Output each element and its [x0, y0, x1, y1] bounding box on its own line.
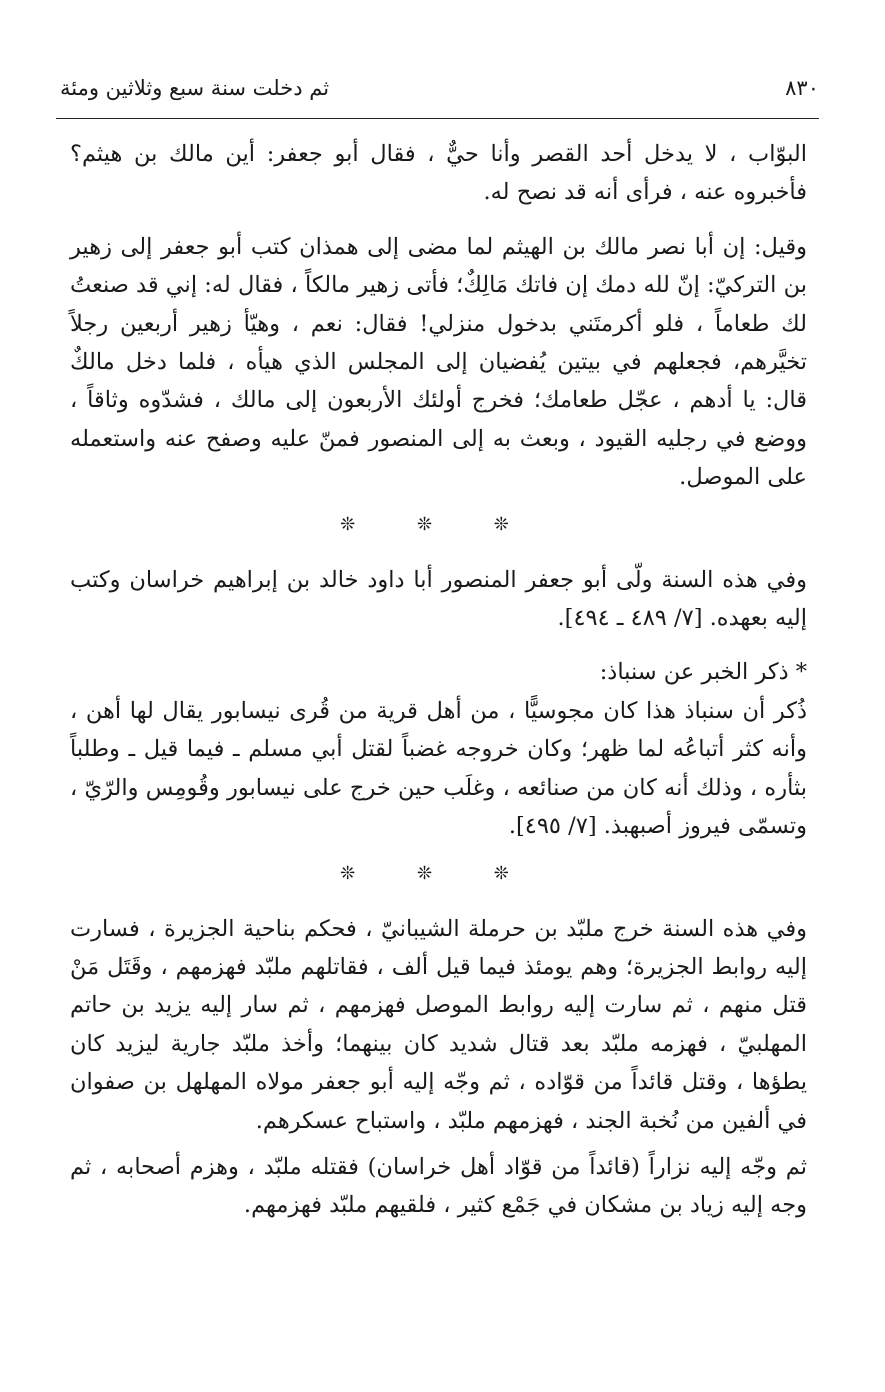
page-body [70, 135, 807, 1225]
running-title: ثم دخلت سنة سبع وثلاثين ومئة [60, 76, 330, 100]
page-header [60, 76, 819, 100]
paragraph: وفي هذه السنة ولّى أبو جعفر المنصور أبا داود خالد بن إبراهيم خراسان وكتب إليه بعهده. [٧/ ٤٨٩ ـ ٤٩٤]. [70, 566, 807, 632]
section-separator: ❊ ❊ ❊ [340, 513, 537, 535]
section-heading: * ذكر الخبر عن سنباذ: [599, 659, 807, 686]
paragraph: البوّاب ، لا يدخل أحد القصر وأنا حيٌّ ، فقال أبو جعفر: أين مالك بن هيثم؟ فأخبروه عنه ، فرأى أنه قد نصح له. [70, 141, 807, 206]
paragraph: ذُكر أن سنباذ هذا كان مجوسيًّا ، من أهل قرية من قُرى نيسابور يقال لها أهن ، وأنه كثر أتباعُه لما ظهر؛ وكان خروجه غضباً لقتل أبي مسلم ـ فيما قيل ـ وطلباً بثأره ، وذلك أنه كان من صنائعه ، وغلَب حين خرج على نيسابور وقُومِس والرّيّ ، وتسمّى فيروز أصبهبذ. [٧/ ٤٩٥]. [70, 697, 807, 840]
page-number: ٨٣٠ [785, 76, 819, 100]
paragraph: وقيل: إن أبا نصر مالك بن الهيثم لما مضى إلى همذان كتب أبو جعفر إلى زهير بن التركيّ: إنّ لله دمك إن فاتك مَالِكٌ؛ فأتى زهير مالكاً ، فقال له: إني قد صنعتُ لك طعاماً ، فلو أكرمتَني بدخول منزلي! فقال: نعم ، وهيّأ زهير أربعين رجلاً تخيَّرهم، فجعلهم في بيتين يُفضيان إلى المجلس الذي هيأه ، فلما دخل مالكٌ قال: يا أدهم ، عجّل طعامك؛ فخرج أولئك الأربعون إلى مالك ، فشدّوه وثاقاً ، ووضع في رجليه القيود ، وبعث به إلى المنصور فمنّ عليه وصفح عنه واستعمله على الموصل. [70, 233, 807, 491]
section-separator: ❊ ❊ ❊ [340, 862, 537, 884]
paragraph: ثم وجّه إليه نزاراً (قائداً من قوّاد أهل خراسان) فقتله ملبّد ، وهزم أصحابه ، ثم وجه إليه زياد بن مشكان في جَمْع كثير ، فلقيهم ملبّد فهزمهم. [70, 1153, 807, 1219]
header-rule [56, 118, 819, 119]
paragraph: وفي هذه السنة خرج ملبّد بن حرملة الشيبانيّ ، فحكم بناحية الجزيرة ، فسارت إليه روابط الجزيرة؛ وهم يومئذ فيما قيل ألف ، فقاتلهم ملبّد فهزمهم ، وقَتَل مَنْ قتل منهم ، ثم سارت إليه روابط الموصل فهزمهم ، ثم سار إليه يزيد بن حاتم المهلبيّ ، فهزمه ملبّد بعد قتال شديد كان بينهما؛ وأخذ ملبّد جارية ليزيد كان يطؤها ، وقتل قائداً من قوّاده ، ثم وجّه إليه أبو جعفر مولاه المهلهل بن صفوان في ألفين من نُخبة الجند ، فهزمهم ملبّد ، واستباح عسكرهم. [70, 915, 807, 1134]
